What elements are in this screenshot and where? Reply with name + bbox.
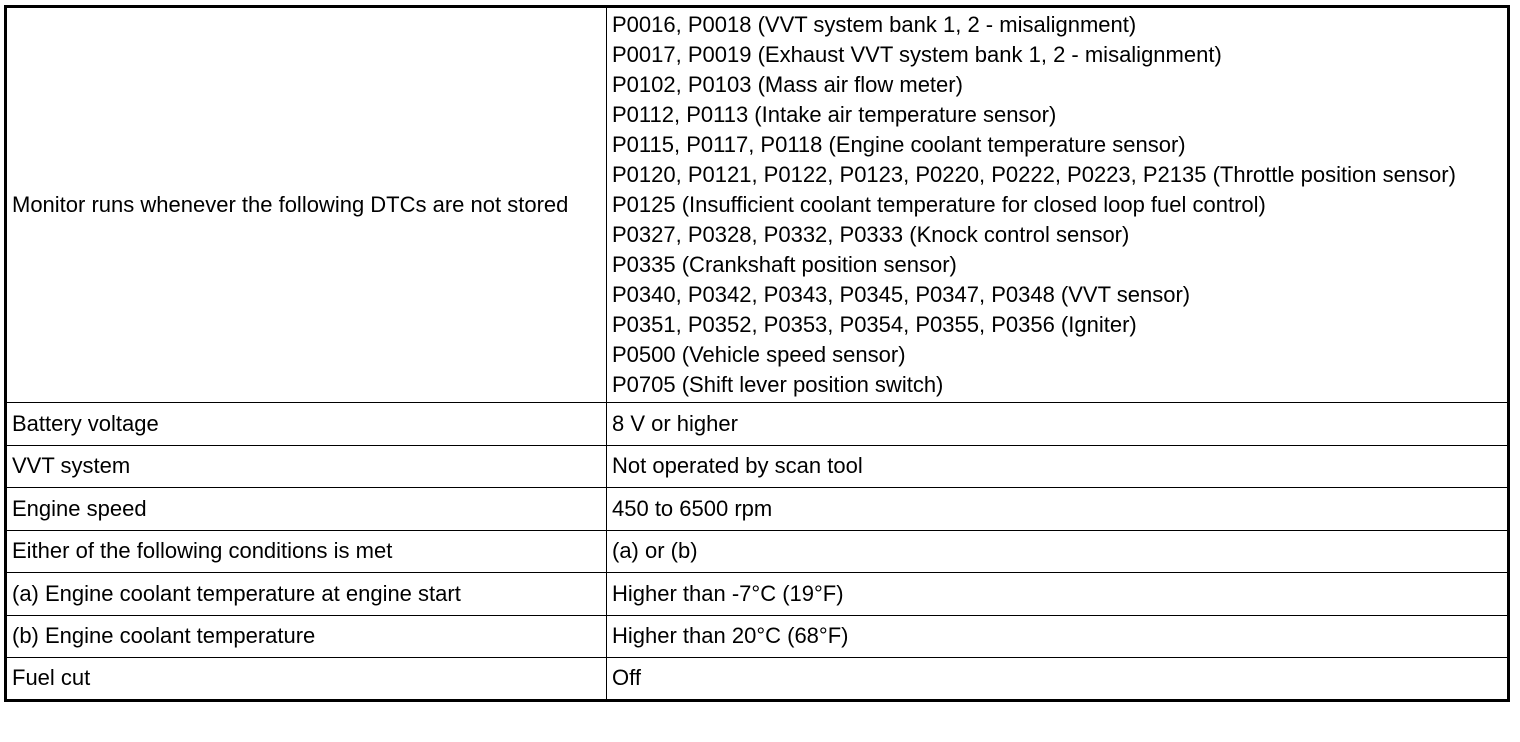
monitor-conditions-table <box>4 5 1510 702</box>
table-cell-label: VVT system <box>6 445 607 488</box>
dtc-item: P0351, P0352, P0353, P0354, P0355, P0356 (Igniter) <box>612 312 1137 337</box>
table-row <box>6 488 1509 531</box>
table-row-dtc <box>6 7 1509 403</box>
dtc-item: P0120, P0121, P0122, P0123, P0220, P0222, P0223, P2135 (Throttle position sensor) <box>612 162 1456 187</box>
dtc-item: P0125 (Insufficient coolant temperature for closed loop fuel control) <box>612 192 1266 217</box>
dtc-item: P0102, P0103 (Mass air flow meter) <box>612 72 963 97</box>
dtc-item: P0112, P0113 (Intake air temperature sensor) <box>612 102 1057 127</box>
table-row <box>6 445 1509 488</box>
table-cell-label: (b) Engine coolant temperature <box>6 615 607 658</box>
dtc-item: P0705 (Shift lever position switch) <box>612 372 944 397</box>
dtc-item: P0017, P0019 (Exhaust VVT system bank 1, 2 - misalignment) <box>612 42 1222 67</box>
table-cell-value: Off <box>607 658 1509 701</box>
dtc-item: P0016, P0018 (VVT system bank 1, 2 - misalignment) <box>612 12 1137 37</box>
table-row <box>6 403 1509 446</box>
table-cell-label: (a) Engine coolant temperature at engine start <box>6 573 607 616</box>
dtc-row-label: Monitor runs whenever the following DTCs are not stored <box>12 192 569 217</box>
table-cell-label: Fuel cut <box>6 658 607 701</box>
table-row <box>6 530 1509 573</box>
dtc-item: P0335 (Crankshaft position sensor) <box>612 252 957 277</box>
table-row <box>6 658 1509 701</box>
table-cell-label <box>6 7 607 403</box>
table-cell-label: Engine speed <box>6 488 607 531</box>
table-row <box>6 615 1509 658</box>
table-cell-value: (a) or (b) <box>607 530 1509 573</box>
table-cell-value: 450 to 6500 rpm <box>607 488 1509 531</box>
table-row <box>6 573 1509 616</box>
table-cell-label: Battery voltage <box>6 403 607 446</box>
table-cell-label: Either of the following conditions is met <box>6 530 607 573</box>
dtc-item: P0500 (Vehicle speed sensor) <box>612 342 906 367</box>
dtc-list <box>607 7 1509 403</box>
dtc-item: P0115, P0117, P0118 (Engine coolant temperature sensor) <box>612 132 1186 157</box>
table-cell-value: Higher than -7°C (19°F) <box>607 573 1509 616</box>
dtc-item: P0327, P0328, P0332, P0333 (Knock control sensor) <box>612 222 1130 247</box>
dtc-item: P0340, P0342, P0343, P0345, P0347, P0348 (VVT sensor) <box>612 282 1191 307</box>
table-cell-value: Not operated by scan tool <box>607 445 1509 488</box>
table-cell-value: Higher than 20°C (68°F) <box>607 615 1509 658</box>
table-cell-value: 8 V or higher <box>607 403 1509 446</box>
